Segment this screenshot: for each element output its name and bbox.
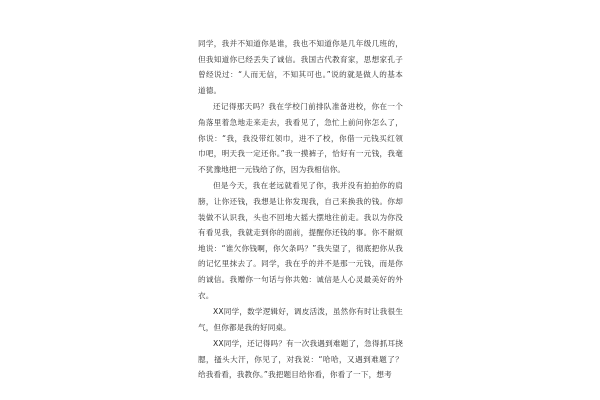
paragraph-2: 还记得那天吗？我在学校门前排队准备进校，你在一个角落里着急地走来走去，我看见了，急忙上前问你怎么了，你说：“我，我没带红领巾，进不了校，你借一元钱买红领巾吧，明天我一定还你。”我一摸裤子，恰好有一元钱，我毫不犹豫地把一元钱给了你，因为我相信你。 [198, 102, 403, 174]
paragraph-3: 但是今天，我在老远就看见了你，我并没有拍拍你的肩膀，让你还钱，我想是让你发现我，自己来换我的钱。你却装做不认识我，头也不回地大摇大摆地往前走。我以为你没有看见我，我就走到你的面前，提醒你还钱的事。你不耐烦地说：“谁欠你钱啊，你欠条吗？”我失望了，彻底把你从我的记忆里抹去了。同学，我在乎的并不是那一元钱，而是你的诚信。我赠你一句话与你共勉：诚信是人心灵最美好的外衣。 [198, 181, 403, 300]
document-body [198, 36, 403, 383]
paragraph-5: XX同学，还记得吗？有一次我遇到难题了，急得抓耳挠腮，搔头大汗，你见了，对我说：“哈哈，又遇到难题了？给我看看，我教你。”我把题目给你看，你看了一下，想考 [198, 339, 403, 380]
paragraph-1: 同学，我并不知道你是谁，我也不知道你是几年级几班的，但我知道你已经丢失了诚信。我国古代教育家，思想家孔子曾经说过：“人而无信，不知其可也。”说的就是做人的基本道德。 [198, 39, 403, 95]
paragraph-4: XX同学，数学逻辑好，调皮活泼，虽然你有时让我很生气，但你都是我的好同桌。 [198, 307, 403, 332]
